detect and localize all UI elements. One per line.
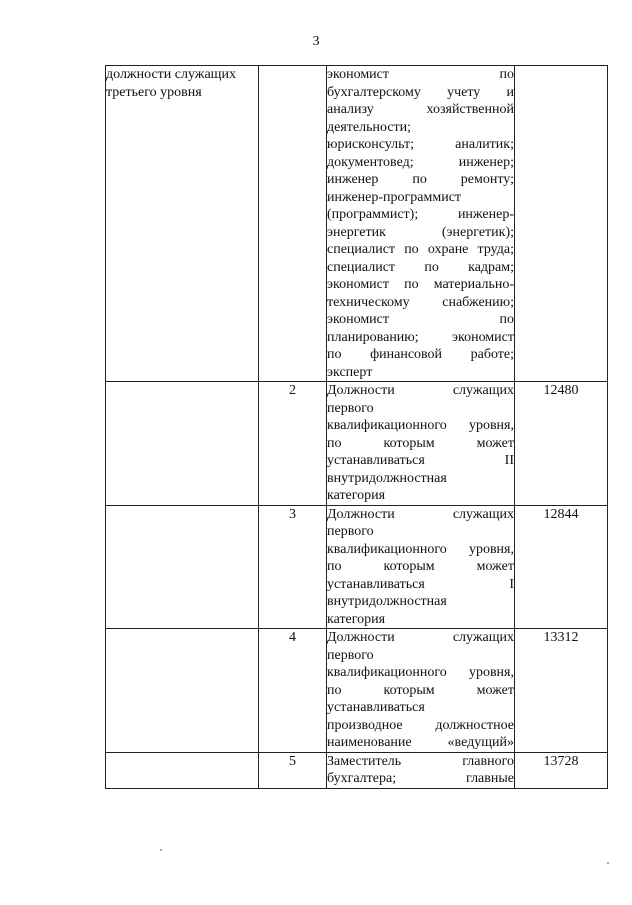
position-line: экономист по материально- xyxy=(327,277,514,292)
group-cell xyxy=(106,382,259,506)
position-line: инженер-программист xyxy=(327,189,462,205)
position-line: Заместитель главного xyxy=(327,753,514,769)
position-line: планированию; экономист xyxy=(327,329,514,345)
position-line: первого xyxy=(327,400,374,416)
position-line: наименование «ведущий» xyxy=(327,735,514,750)
level-cell: 2 xyxy=(259,382,327,506)
page-number: 3 xyxy=(312,34,320,49)
scan-speck xyxy=(607,862,609,864)
salary-table xyxy=(105,65,608,789)
positions-cell xyxy=(327,752,515,788)
scan-speck xyxy=(160,849,162,851)
position-line: юрисконсульт; аналитик; xyxy=(327,137,514,152)
level-cell: 3 xyxy=(259,505,327,629)
position-line: устанавливаться II xyxy=(327,453,514,468)
position-line: специалист по охране труда; xyxy=(327,242,514,257)
position-line: инженер по ремонту; xyxy=(327,172,514,187)
position-line: устанавливаться I xyxy=(327,576,514,592)
table-row xyxy=(106,382,608,506)
position-line: устанавливаться xyxy=(327,700,425,715)
position-line: квалификационного уровня, xyxy=(327,665,514,680)
group-cell: должности служащих третьего уровня xyxy=(106,66,259,382)
position-line: по финансовой работе; xyxy=(327,347,514,362)
position-line: специалист по кадрам; xyxy=(327,259,514,275)
table-row xyxy=(106,752,608,788)
table-row xyxy=(106,629,608,753)
position-line: внутридолжностная xyxy=(327,594,447,609)
position-line: экономист по xyxy=(327,67,514,82)
position-line: первого xyxy=(327,647,374,663)
position-line: Должности служащих xyxy=(327,383,514,398)
group-cell xyxy=(106,752,259,788)
positions-cell xyxy=(327,382,515,506)
position-line: категория xyxy=(327,488,386,503)
position-line: техническому снабжению; xyxy=(327,294,514,310)
level-cell: 5 xyxy=(259,752,327,788)
salary-cell xyxy=(515,66,608,382)
position-line: производное должностное xyxy=(327,717,514,733)
position-line: энергетик (энергетик); xyxy=(327,224,514,240)
position-line: Должности служащих xyxy=(327,630,514,645)
position-line: Должности служащих xyxy=(327,506,514,522)
group-cell xyxy=(106,505,259,629)
position-line: экономист по xyxy=(327,312,514,327)
table-row xyxy=(106,505,608,629)
position-line: по которым может xyxy=(327,559,514,574)
position-line: бухгалтерскому учету и xyxy=(327,84,514,100)
table-row xyxy=(106,66,608,382)
positions-cell xyxy=(327,505,515,629)
position-line: эксперт xyxy=(327,364,373,380)
position-line: документовед; инженер; xyxy=(327,154,514,170)
position-line: по которым может xyxy=(327,435,514,451)
position-line: категория xyxy=(327,611,386,627)
salary-cell: 12480 xyxy=(515,382,608,506)
position-line: бухгалтера; главные xyxy=(327,771,514,786)
group-cell xyxy=(106,629,259,753)
positions-cell xyxy=(327,66,515,382)
salary-cell: 13728 xyxy=(515,752,608,788)
level-cell: 4 xyxy=(259,629,327,753)
position-line: квалификационного уровня, xyxy=(327,418,514,433)
position-line: (программист); инженер- xyxy=(327,207,514,222)
salary-cell: 12844 xyxy=(515,505,608,629)
salary-cell: 13312 xyxy=(515,629,608,753)
position-line: анализу хозяйственной xyxy=(327,102,514,117)
position-line: по которым может xyxy=(327,682,514,698)
position-line: первого xyxy=(327,524,374,539)
positions-cell xyxy=(327,629,515,753)
position-line: квалификационного уровня, xyxy=(327,541,514,557)
level-cell xyxy=(259,66,327,382)
position-line: деятельности; xyxy=(327,119,412,135)
position-line: внутридолжностная xyxy=(327,470,447,486)
